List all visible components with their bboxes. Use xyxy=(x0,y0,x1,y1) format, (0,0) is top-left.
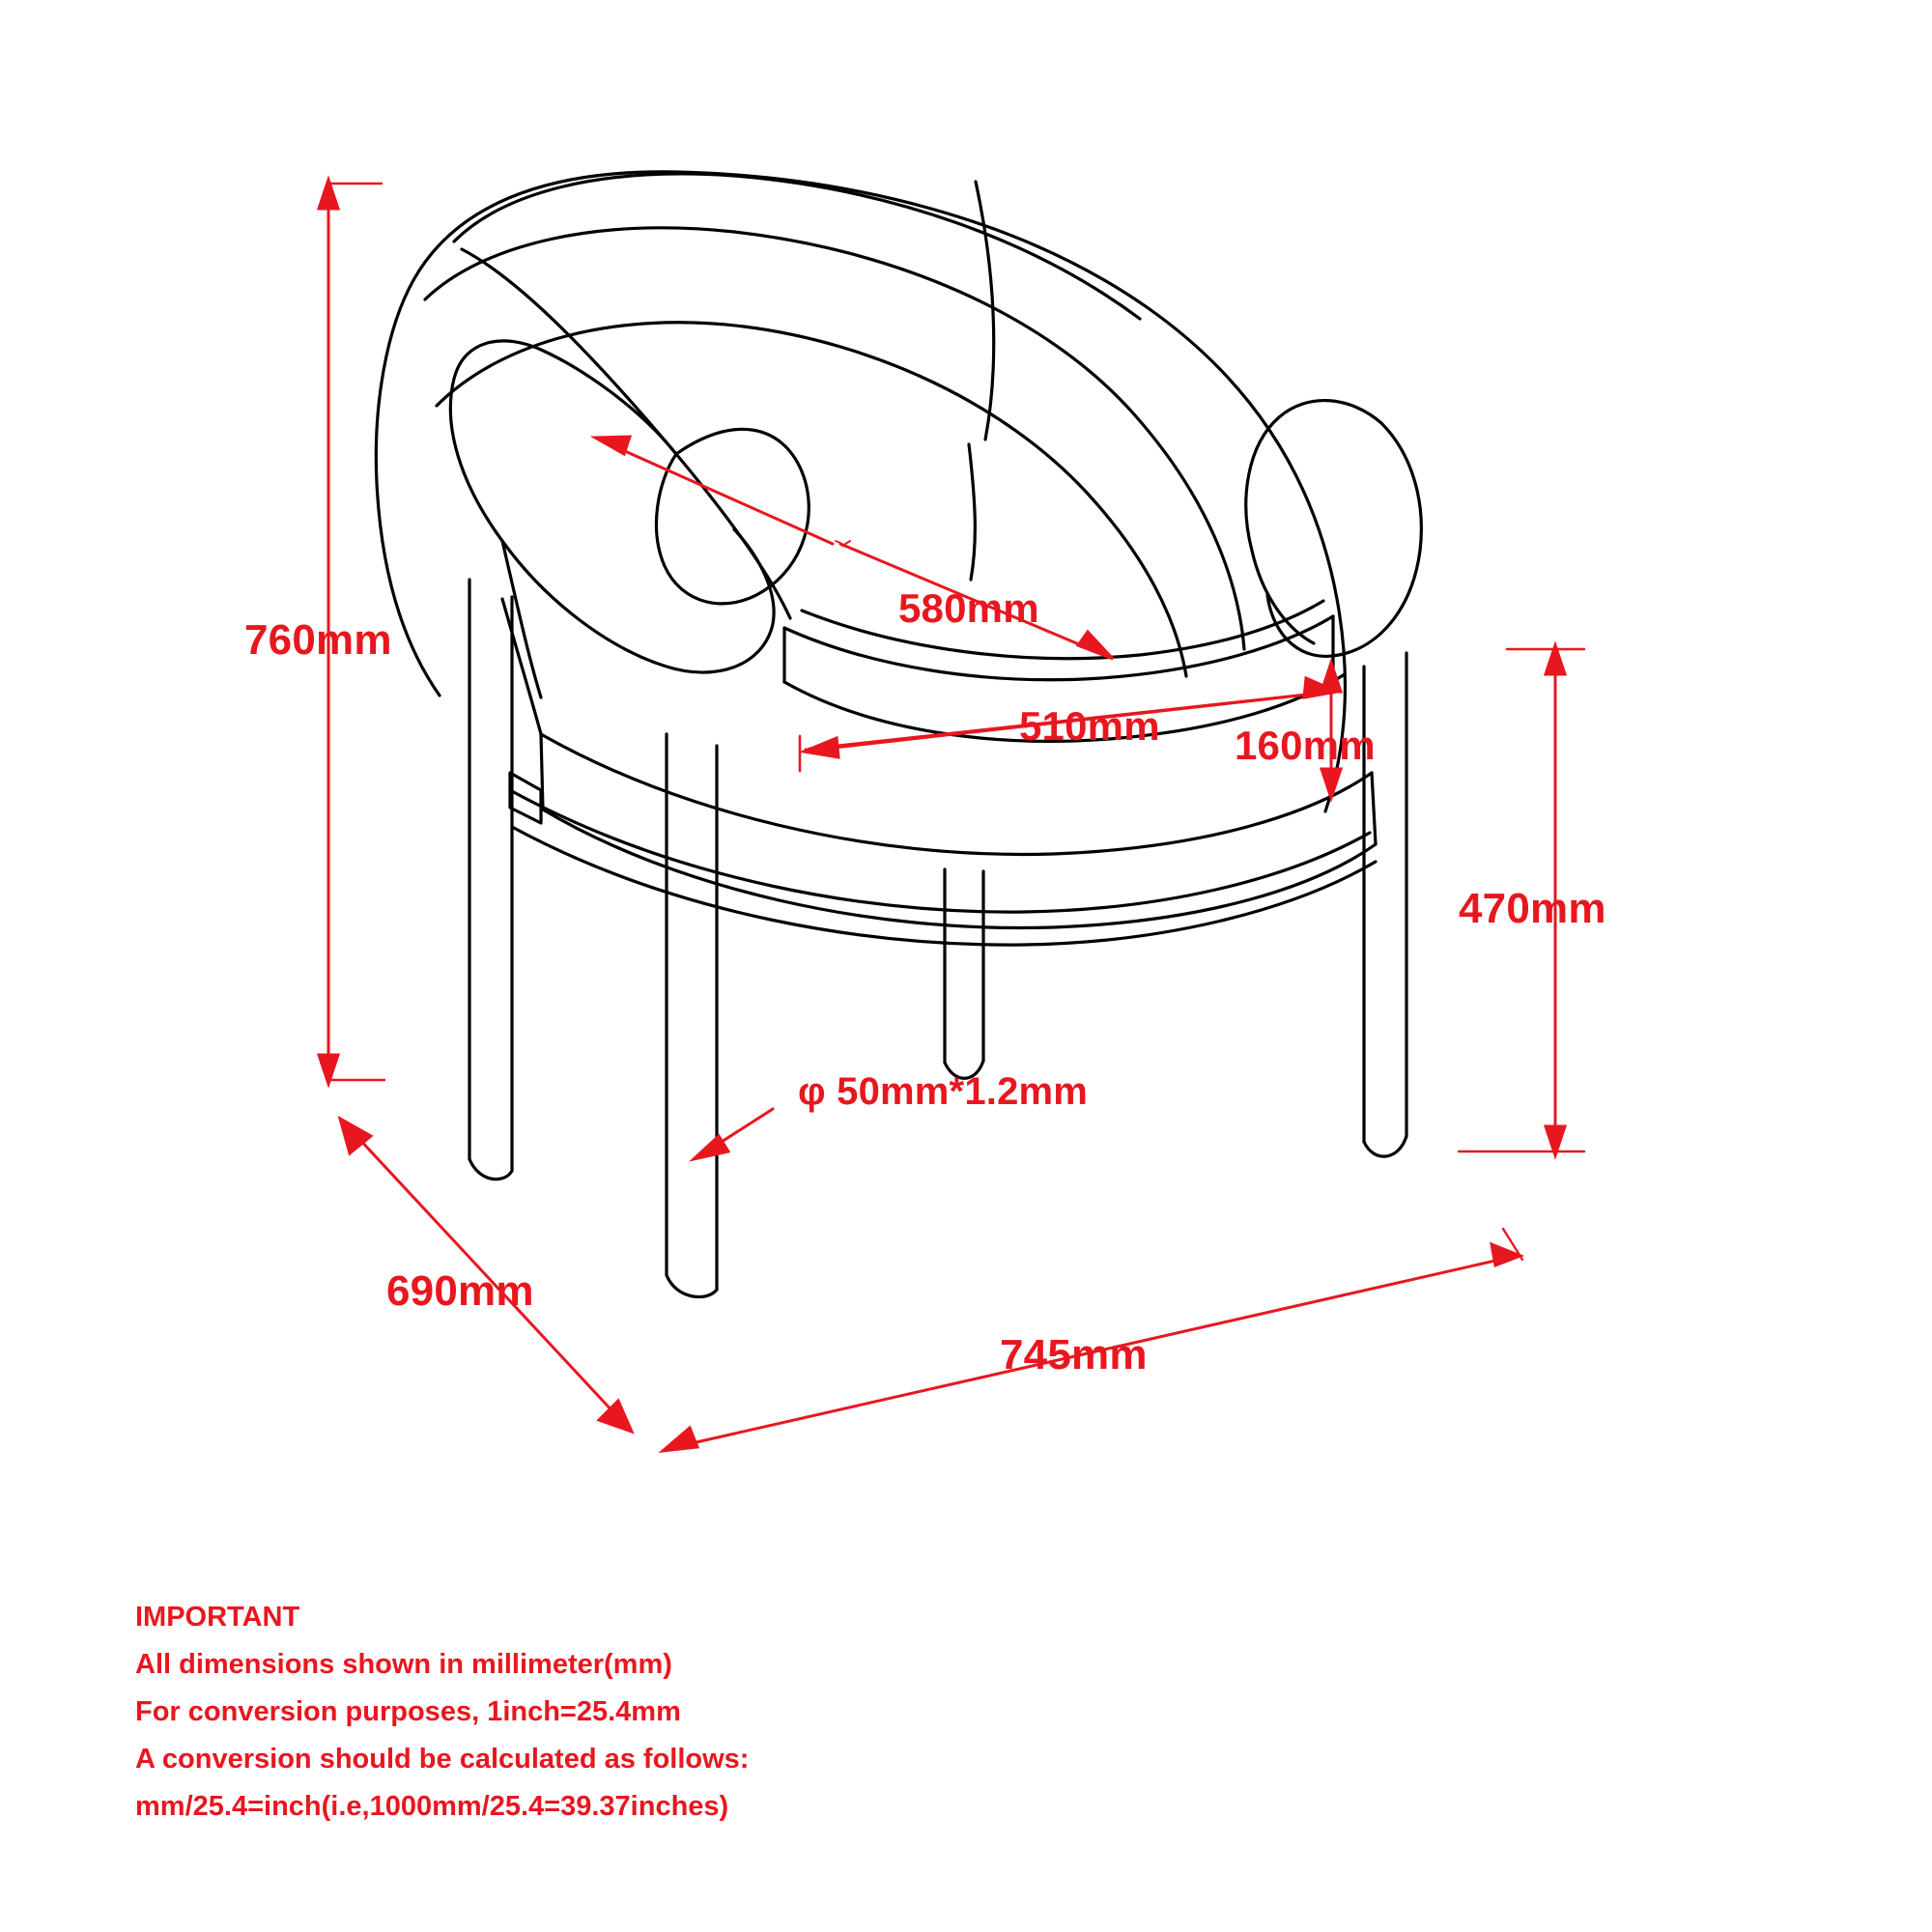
dimension-label-overall-width: 745mm xyxy=(1000,1331,1148,1378)
dimension-label-cushion-thickness: 160mm xyxy=(1235,723,1376,768)
dimension-label-seat-height: 470mm xyxy=(1459,885,1606,932)
dimension-label-overall-height: 760mm xyxy=(244,616,392,664)
notes-line-2: For conversion purposes, 1inch=25.4mm xyxy=(135,1696,681,1727)
dimension-label-seat-width: 510mm xyxy=(1019,703,1160,749)
dimension-label-inner-width: 580mm xyxy=(898,585,1039,631)
notes-line-1: All dimensions shown in millimeter(mm) xyxy=(135,1649,672,1680)
dimension-label-leg-spec: φ 50mm*1.2mm xyxy=(798,1070,1089,1113)
important-notes xyxy=(135,1594,749,1831)
notes-line-4: mm/25.4=inch(i.e,1000mm/25.4=39.37inches) xyxy=(135,1791,729,1822)
notes-heading: IMPORTANT xyxy=(135,1602,300,1633)
notes-line-3: A conversion should be calculated as follows: xyxy=(135,1744,750,1775)
dimension-lines xyxy=(319,180,1584,1451)
dimension-label-overall-depth: 690mm xyxy=(386,1267,534,1315)
